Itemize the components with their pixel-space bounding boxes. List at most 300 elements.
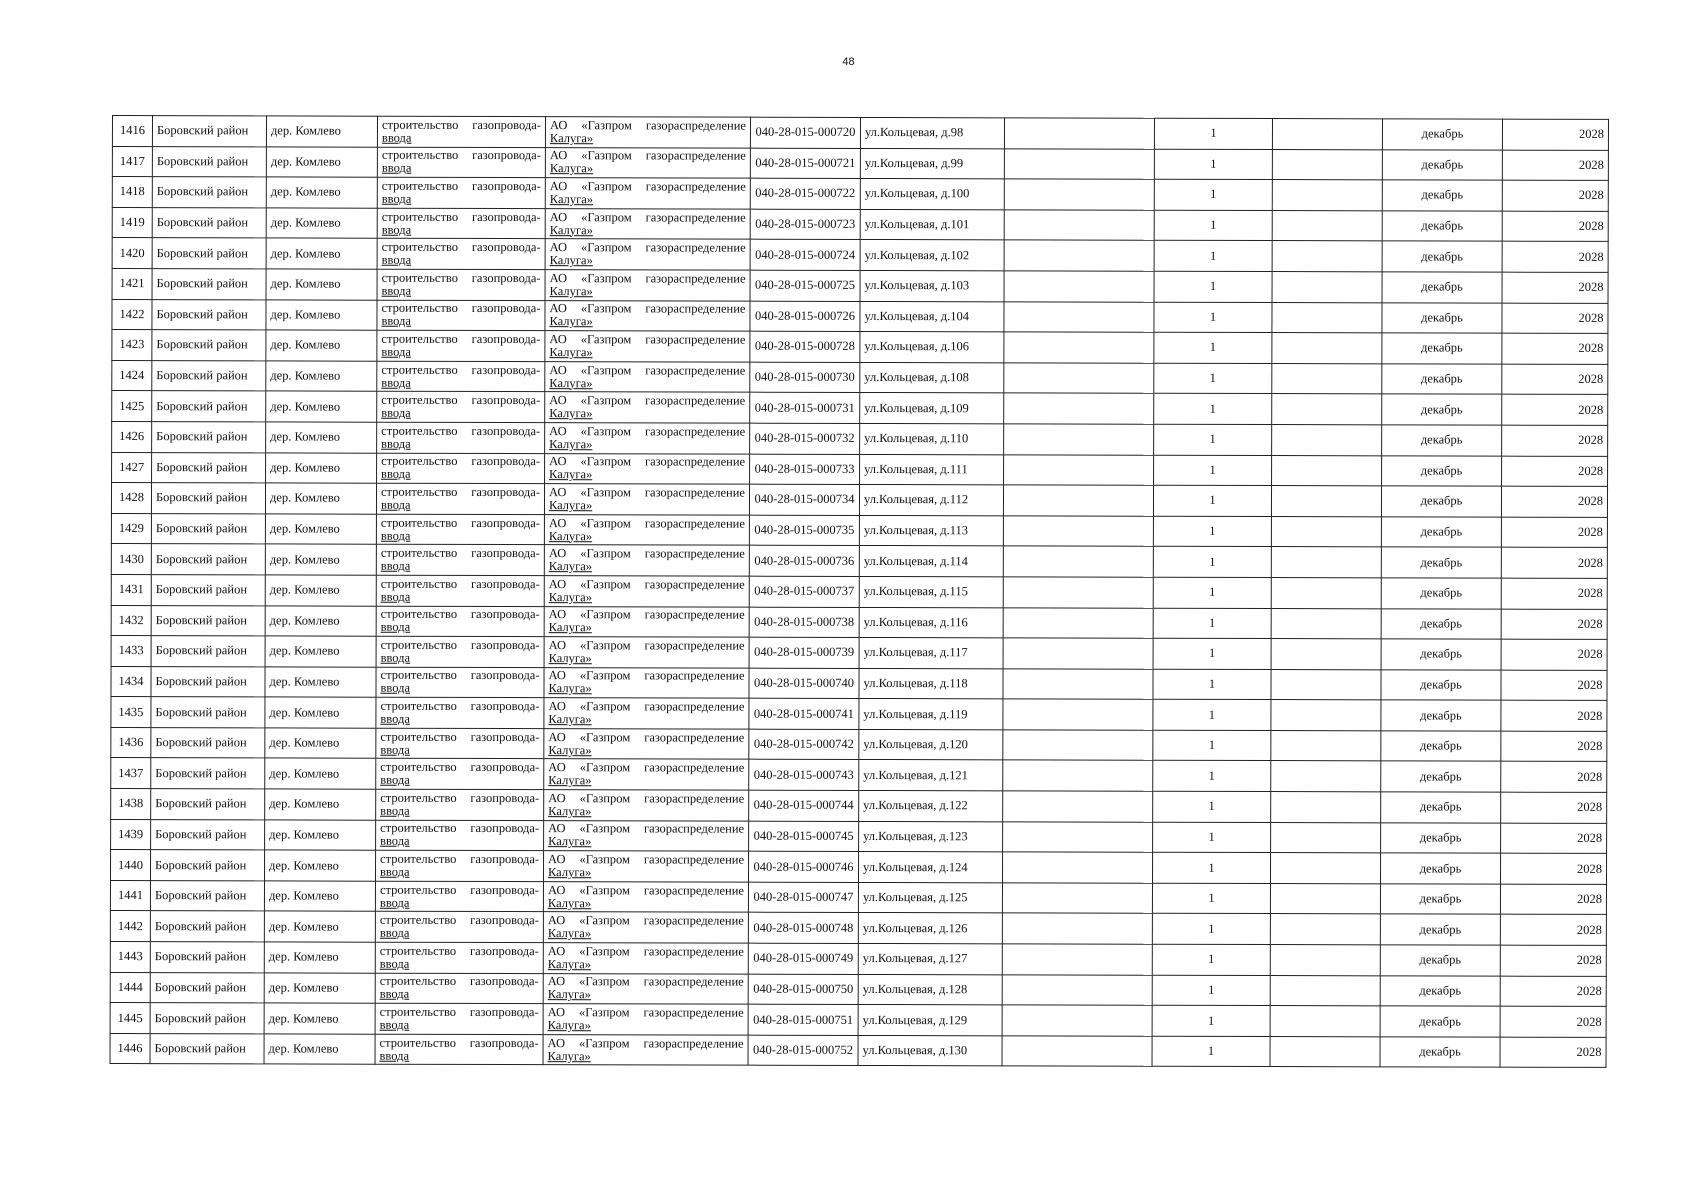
month-cell: декабрь xyxy=(1381,700,1501,731)
organization-cell xyxy=(543,881,748,912)
address-cell: ул.Кольцевая, д.129 xyxy=(858,1005,1002,1036)
org-word-1: АО xyxy=(549,301,567,316)
work-word-2: газопровода- xyxy=(470,913,539,928)
organization-cell xyxy=(545,117,750,148)
org-word-1: АО xyxy=(548,546,567,561)
org-word-1: АО xyxy=(549,117,568,132)
quantity-cell: 1 xyxy=(1154,179,1272,210)
object-code-cell: 040-28-015-000744 xyxy=(749,790,859,821)
work-word-2: газопровода- xyxy=(471,546,540,561)
empty-cell xyxy=(1004,148,1154,179)
address-cell: ул.Кольцевая, д.121 xyxy=(859,760,1003,791)
empty-cell xyxy=(1270,1006,1380,1037)
org-word-2: «Газпром xyxy=(581,179,632,194)
organization-cell xyxy=(544,698,749,729)
row-number: 1421 xyxy=(112,268,152,299)
row-number: 1438 xyxy=(111,789,151,820)
organization-cell xyxy=(543,851,748,882)
village-cell: дер. Комлево xyxy=(266,299,377,330)
empty-cell xyxy=(1270,853,1380,884)
org-word-3: газораспределение xyxy=(643,944,744,959)
village-cell: дер. Комлево xyxy=(265,728,376,759)
district-cell: Боровский район xyxy=(151,727,265,758)
work-word-3: ввода xyxy=(380,528,411,543)
year-cell: 2028 xyxy=(1501,762,1607,793)
month-cell: декабрь xyxy=(1381,822,1501,853)
quantity-cell: 1 xyxy=(1154,394,1272,425)
org-word-3: газораспределение xyxy=(644,607,745,622)
work-word-1: строительство xyxy=(379,912,457,928)
page-number: 48 xyxy=(842,56,855,68)
row-number: 1430 xyxy=(111,544,151,575)
village-cell: дер. Комлево xyxy=(265,697,376,728)
object-code-cell: 040-28-015-000740 xyxy=(749,668,859,699)
object-code-cell: 040-28-015-000746 xyxy=(748,851,858,882)
row-number: 1416 xyxy=(112,116,152,147)
organization-cell xyxy=(544,576,749,607)
work-type-cell xyxy=(377,147,545,178)
empty-cell xyxy=(1004,240,1154,271)
district-cell: Боровский район xyxy=(152,452,266,483)
work-word-2: газопровода- xyxy=(471,423,541,438)
year-cell: 2028 xyxy=(1501,547,1607,578)
quantity-cell: 1 xyxy=(1154,271,1272,302)
table-row xyxy=(111,574,1607,609)
org-word-3: газораспределение xyxy=(644,454,746,469)
work-type-cell xyxy=(377,422,545,453)
org-word-4: Калуга» xyxy=(547,1048,591,1063)
year-cell: 2028 xyxy=(1501,670,1607,701)
district-cell: Боровский район xyxy=(152,146,266,177)
work-word-3: ввода xyxy=(381,222,412,237)
org-word-4: Калуга» xyxy=(547,1018,591,1033)
address-cell: ул.Кольцевая, д.98 xyxy=(860,117,1004,148)
empty-cell xyxy=(1270,914,1380,945)
org-word-1: АО xyxy=(549,179,568,194)
row-number: 1443 xyxy=(110,942,150,973)
table-row xyxy=(111,605,1607,640)
org-word-4: Калуга» xyxy=(549,436,593,451)
org-word-2: «Газпром xyxy=(579,760,631,775)
org-word-2: «Газпром xyxy=(580,546,631,561)
object-code-cell: 040-28-015-000739 xyxy=(749,637,859,668)
org-word-2: «Газпром xyxy=(579,699,631,714)
object-code-cell: 040-28-015-000728 xyxy=(750,331,860,362)
org-word-3: газораспределение xyxy=(644,699,745,714)
organization-cell xyxy=(544,729,749,760)
year-cell: 2028 xyxy=(1502,272,1608,303)
work-word-1: строительство xyxy=(381,362,458,377)
work-word-3: ввода xyxy=(379,895,410,910)
org-word-3: газораспределение xyxy=(645,393,746,408)
work-type-cell xyxy=(377,453,545,484)
work-type-cell xyxy=(375,1003,543,1034)
district-cell: Боровский район xyxy=(152,422,266,453)
quantity-cell: 1 xyxy=(1152,975,1270,1006)
org-word-2: «Газпром xyxy=(579,1005,630,1020)
empty-cell xyxy=(1003,546,1153,577)
empty-cell xyxy=(1271,547,1381,578)
work-word-1: строительство xyxy=(381,178,459,193)
empty-cell xyxy=(1272,455,1382,486)
work-word-3: ввода xyxy=(379,1017,410,1032)
org-word-3: газораспределение xyxy=(644,546,745,561)
object-code-cell: 040-28-015-000733 xyxy=(750,454,860,485)
object-code-cell: 040-28-015-000723 xyxy=(750,209,860,240)
work-word-3: ввода xyxy=(380,742,410,757)
table-row xyxy=(111,544,1607,579)
org-word-4: Калуга» xyxy=(547,895,592,910)
village-cell: дер. Комлево xyxy=(266,269,377,300)
object-code-cell: 040-28-015-000738 xyxy=(749,607,859,638)
work-word-1: строительство xyxy=(379,882,457,897)
work-type-cell xyxy=(377,330,545,361)
table-row xyxy=(112,177,1608,212)
empty-cell xyxy=(1002,852,1152,883)
year-cell: 2028 xyxy=(1502,150,1608,181)
org-word-1: АО xyxy=(548,607,567,622)
quantity-cell: 1 xyxy=(1152,944,1270,975)
work-type-cell xyxy=(376,483,544,514)
org-word-4: Калуга» xyxy=(547,926,592,941)
row-number: 1424 xyxy=(112,360,152,391)
work-type-cell xyxy=(377,208,545,239)
work-word-2: газопровода- xyxy=(470,576,540,591)
district-cell: Боровский район xyxy=(152,269,266,300)
district-cell: Боровский район xyxy=(152,299,266,330)
empty-cell xyxy=(1272,180,1382,211)
org-word-3: газораспределение xyxy=(643,852,745,867)
empty-cell xyxy=(1272,272,1382,303)
month-cell: декабрь xyxy=(1382,272,1502,303)
empty-cell xyxy=(1003,516,1153,547)
year-cell: 2028 xyxy=(1502,364,1608,395)
empty-cell xyxy=(1002,913,1152,944)
village-cell: дер. Комлево xyxy=(266,146,377,177)
org-word-3: газораспределение xyxy=(644,791,745,806)
object-code-cell: 040-28-015-000735 xyxy=(749,515,859,546)
empty-cell xyxy=(1002,1036,1152,1067)
empty-cell xyxy=(1003,607,1153,638)
org-word-1: АО xyxy=(547,1005,566,1020)
empty-cell xyxy=(1002,883,1152,914)
village-cell: дер. Комлево xyxy=(266,330,377,361)
org-word-2: «Газпром xyxy=(578,1035,630,1050)
work-word-3: ввода xyxy=(380,711,410,726)
org-word-3: газораспределение xyxy=(644,577,745,592)
org-word-1: АО xyxy=(548,760,566,775)
work-word-2: газопровода- xyxy=(471,362,541,377)
org-word-2: «Газпром xyxy=(580,576,631,592)
organization-cell xyxy=(543,1034,748,1065)
district-cell: Боровский район xyxy=(152,207,266,238)
work-word-2: газопровода- xyxy=(470,943,539,958)
quantity-cell: 1 xyxy=(1153,577,1271,608)
row-number: 1428 xyxy=(111,483,151,514)
work-word-2: газопровода- xyxy=(471,331,541,347)
empty-cell xyxy=(1003,791,1153,822)
organization-cell xyxy=(544,790,749,821)
month-cell: декабрь xyxy=(1381,761,1501,792)
work-word-3: ввода xyxy=(380,803,410,818)
work-word-1: строительство xyxy=(381,239,459,255)
org-word-3: газораспределение xyxy=(645,424,746,439)
empty-cell xyxy=(1004,118,1154,149)
org-word-1: АО xyxy=(549,270,568,285)
district-cell: Боровский район xyxy=(151,544,265,575)
quantity-cell: 1 xyxy=(1153,547,1271,578)
year-cell: 2028 xyxy=(1500,853,1606,884)
village-cell: дер. Комлево xyxy=(265,483,376,514)
address-cell: ул.Кольцевая, д.117 xyxy=(859,638,1003,669)
village-cell: дер. Комлево xyxy=(264,1034,375,1065)
organization-cell xyxy=(544,514,749,545)
table-row xyxy=(110,911,1606,946)
empty-cell xyxy=(1272,424,1382,455)
district-cell: Боровский район xyxy=(150,850,264,881)
work-word-3: ввода xyxy=(381,467,411,482)
org-word-4: Калуга» xyxy=(547,956,592,972)
month-cell: декабрь xyxy=(1381,608,1501,639)
work-word-2: газопровода- xyxy=(470,760,540,775)
organization-cell xyxy=(545,239,750,270)
row-number: 1432 xyxy=(111,605,151,636)
empty-cell xyxy=(1003,669,1153,700)
month-cell: декабрь xyxy=(1380,914,1500,945)
quantity-cell: 1 xyxy=(1153,761,1271,792)
org-word-3: газораспределение xyxy=(645,118,746,133)
object-code-cell: 040-28-015-000747 xyxy=(748,882,858,913)
org-word-2: «Газпром xyxy=(579,821,631,836)
empty-cell xyxy=(1272,119,1382,150)
quantity-cell: 1 xyxy=(1154,118,1272,149)
year-cell: 2028 xyxy=(1500,976,1606,1007)
district-cell: Боровский район xyxy=(151,605,265,636)
address-cell: ул.Кольцевая, д.116 xyxy=(859,607,1003,638)
empty-cell xyxy=(1272,333,1382,364)
work-word-3: ввода xyxy=(380,558,411,573)
work-word-3: ввода xyxy=(380,589,411,604)
org-word-4: Калуга» xyxy=(548,528,593,543)
village-cell: дер. Комлево xyxy=(265,544,376,575)
empty-cell xyxy=(1272,302,1382,333)
empty-cell xyxy=(1270,945,1380,976)
empty-cell xyxy=(1272,149,1382,180)
org-word-4: Калуга» xyxy=(549,130,594,146)
address-cell: ул.Кольцевая, д.103 xyxy=(860,270,1004,301)
month-cell: декабрь xyxy=(1382,455,1502,486)
work-type-cell xyxy=(375,881,543,912)
work-word-1: строительство xyxy=(380,484,458,499)
org-word-2: «Газпром xyxy=(580,454,632,469)
village-cell: дер. Комлево xyxy=(265,789,376,820)
object-code-cell: 040-28-015-000743 xyxy=(749,760,859,791)
village-cell: дер. Комлево xyxy=(266,177,377,208)
district-cell: Боровский район xyxy=(151,636,265,667)
org-word-4: Калуга» xyxy=(549,192,594,207)
work-word-1: строительство xyxy=(380,607,458,622)
month-cell: декабрь xyxy=(1382,425,1502,456)
empty-cell xyxy=(1271,730,1381,761)
district-cell: Боровский район xyxy=(150,942,264,973)
work-type-cell xyxy=(377,177,545,208)
row-number: 1425 xyxy=(112,391,152,422)
org-word-4: Калуга» xyxy=(548,651,592,666)
address-cell: ул.Кольцевая, д.126 xyxy=(858,913,1002,944)
table-row xyxy=(111,697,1607,732)
object-code-cell: 040-28-015-000751 xyxy=(748,1004,858,1035)
org-word-4: Калуга» xyxy=(548,681,592,696)
district-cell: Боровский район xyxy=(151,513,265,544)
address-cell: ул.Кольцевая, д.118 xyxy=(859,668,1003,699)
district-cell: Боровский район xyxy=(151,819,265,850)
org-word-3: газораспределение xyxy=(645,332,746,347)
empty-cell xyxy=(1004,332,1154,363)
org-word-2: «Газпром xyxy=(579,729,631,745)
table-row xyxy=(112,116,1608,151)
work-type-cell xyxy=(376,820,544,851)
organization-cell xyxy=(545,453,750,484)
district-cell: Боровский район xyxy=(152,177,266,208)
quantity-cell: 1 xyxy=(1154,302,1272,333)
table-row xyxy=(111,483,1607,518)
org-word-3: газораспределение xyxy=(645,148,746,164)
table-row xyxy=(111,513,1607,548)
work-word-1: строительство xyxy=(380,668,457,683)
work-type-cell xyxy=(377,269,545,300)
object-code-cell: 040-28-015-000745 xyxy=(749,821,859,852)
org-word-4: Калуга» xyxy=(549,253,593,268)
row-number: 1431 xyxy=(111,574,151,605)
object-code-cell: 040-28-015-000737 xyxy=(749,576,859,607)
work-type-cell xyxy=(377,361,545,392)
quantity-cell: 1 xyxy=(1153,608,1271,639)
table-row xyxy=(110,880,1606,915)
row-number: 1437 xyxy=(111,758,151,789)
village-cell: дер. Комлево xyxy=(266,422,377,453)
work-word-1: строительство xyxy=(379,974,457,989)
row-number: 1420 xyxy=(112,238,152,269)
work-word-2: газопровода- xyxy=(470,637,540,653)
org-word-1: АО xyxy=(548,791,566,806)
month-cell: декабрь xyxy=(1381,486,1501,517)
work-word-2: газопровода- xyxy=(469,1004,539,1020)
org-word-3: газораспределение xyxy=(644,638,745,653)
year-cell: 2028 xyxy=(1502,333,1608,364)
empty-cell xyxy=(1272,394,1382,425)
work-word-1: строительство xyxy=(380,851,457,866)
address-cell: ул.Кольцевая, д.119 xyxy=(859,699,1003,730)
org-word-4: Калуга» xyxy=(549,345,593,360)
org-word-2: «Газпром xyxy=(579,882,630,897)
empty-cell xyxy=(1004,363,1154,394)
organization-cell xyxy=(543,1004,748,1035)
work-word-2: газопровода- xyxy=(470,729,540,744)
empty-cell xyxy=(1002,1005,1152,1036)
empty-cell xyxy=(1270,1036,1380,1067)
org-word-4: Калуга» xyxy=(548,742,592,757)
table-row xyxy=(111,636,1607,671)
org-word-2: «Газпром xyxy=(580,332,632,347)
empty-cell xyxy=(1270,883,1380,914)
org-word-3: газораспределение xyxy=(644,760,745,775)
village-cell: дер. Комлево xyxy=(264,942,375,973)
year-cell: 2028 xyxy=(1501,486,1607,517)
year-cell: 2028 xyxy=(1501,823,1607,854)
org-word-2: «Газпром xyxy=(579,791,631,806)
org-word-4: Калуга» xyxy=(548,834,592,849)
empty-cell xyxy=(1002,944,1152,975)
org-word-3: газораспределение xyxy=(645,301,746,317)
work-type-cell xyxy=(376,514,544,545)
org-word-2: «Газпром xyxy=(580,607,631,622)
table-row xyxy=(112,207,1608,242)
organization-cell xyxy=(544,820,749,851)
empty-cell xyxy=(1004,424,1154,455)
work-word-3: ввода xyxy=(381,405,411,420)
table-row xyxy=(110,1033,1606,1068)
work-word-1: строительство xyxy=(380,576,458,591)
work-type-cell xyxy=(377,392,545,423)
quantity-cell: 1 xyxy=(1153,516,1271,547)
empty-cell xyxy=(1004,179,1154,210)
address-cell: ул.Кольцевая, д.130 xyxy=(858,1035,1002,1066)
work-word-2: газопровода- xyxy=(471,393,541,408)
org-word-3: газораспределение xyxy=(645,209,746,225)
work-word-2: газопровода- xyxy=(470,668,540,683)
village-cell: дер. Комлево xyxy=(265,575,376,606)
quantity-cell: 1 xyxy=(1154,363,1272,394)
work-word-2: газопровода- xyxy=(472,148,541,163)
organization-cell xyxy=(544,667,749,698)
district-cell: Боровский район xyxy=(151,758,265,789)
village-cell: дер. Комлево xyxy=(265,758,376,789)
address-cell: ул.Кольцевая, д.123 xyxy=(859,821,1003,852)
row-number: 1435 xyxy=(111,697,151,728)
work-type-cell xyxy=(376,667,544,698)
year-cell: 2028 xyxy=(1502,180,1608,211)
organization-cell xyxy=(543,912,748,943)
org-word-2: «Газпром xyxy=(579,944,630,959)
organization-cell xyxy=(544,637,749,668)
year-cell: 2028 xyxy=(1502,456,1608,487)
work-word-3: ввода xyxy=(379,1048,410,1063)
year-cell: 2028 xyxy=(1500,1006,1606,1037)
month-cell: декабрь xyxy=(1382,149,1502,180)
table-row xyxy=(112,238,1608,273)
village-cell: дер. Комлево xyxy=(265,667,376,698)
row-number: 1434 xyxy=(111,666,151,697)
organization-cell xyxy=(545,361,750,392)
empty-cell xyxy=(1271,486,1381,517)
empty-cell xyxy=(1271,792,1381,823)
work-word-3: ввода xyxy=(380,772,410,788)
organization-cell xyxy=(545,300,750,331)
empty-cell xyxy=(1003,577,1153,608)
object-code-cell: 040-28-015-000749 xyxy=(748,943,858,974)
work-word-1: строительство xyxy=(380,759,457,775)
object-code-cell: 040-28-015-000742 xyxy=(749,729,859,760)
org-word-3: газораспределение xyxy=(644,515,745,531)
row-number: 1440 xyxy=(110,850,150,881)
work-word-1: строительство xyxy=(381,423,458,438)
org-word-3: газораспределение xyxy=(644,668,745,684)
work-word-2: газопровода- xyxy=(471,515,540,530)
table-row xyxy=(112,421,1608,456)
org-word-2: «Газпром xyxy=(581,148,632,163)
district-cell: Боровский район xyxy=(151,789,265,820)
district-cell: Боровский район xyxy=(152,330,266,361)
